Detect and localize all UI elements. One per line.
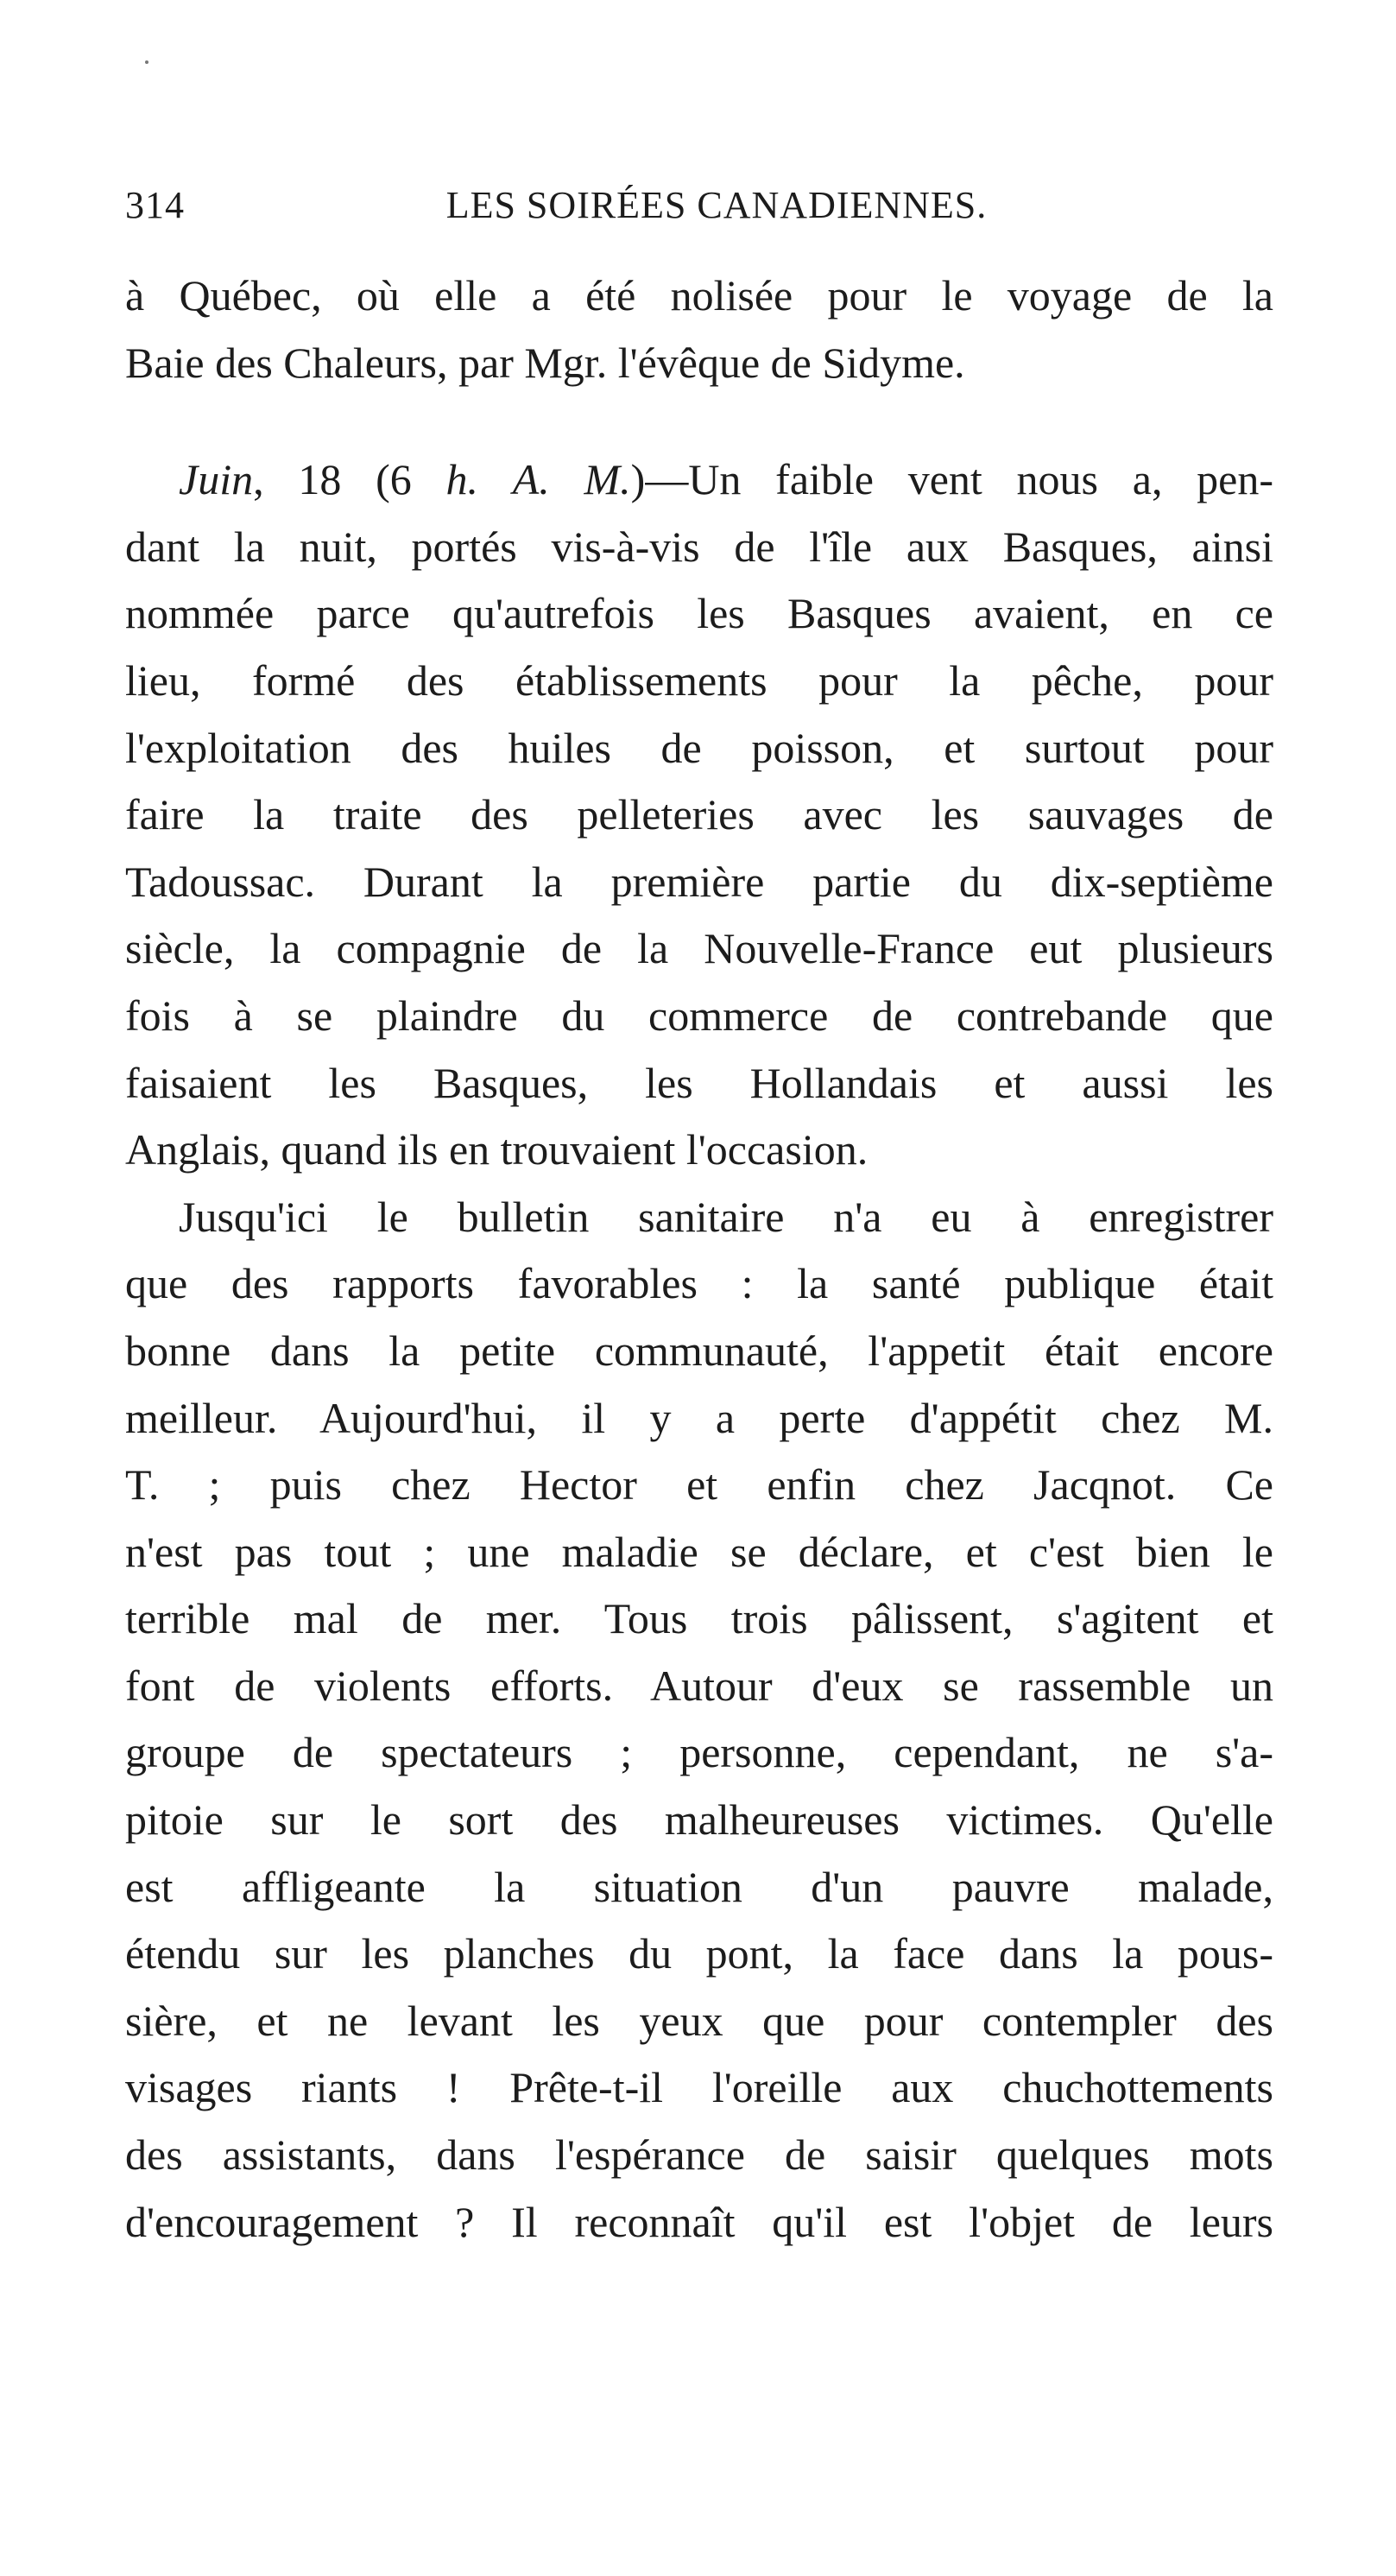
text-line: sière, et ne levant les yeux que pour contempler des <box>125 1996 1273 2045</box>
text-line: siècle, la compagnie de la Nouvelle-France eut plusieurs <box>125 924 1273 973</box>
text-line: lieu, formé des établissements pour la pêche, pour <box>125 655 1273 705</box>
text-line: dant la nuit, portés vis-à-vis de l'île aux Basques, ainsi <box>125 522 1273 571</box>
page-number: 314 <box>125 184 185 226</box>
paragraph <box>125 446 1273 1184</box>
running-title: LES SOIRÉES CANADIENNES. <box>445 184 988 226</box>
text-line: Baie des Chaleurs, par Mgr. l'évêque de Sidyme. <box>125 338 965 387</box>
body-text <box>125 263 1273 2256</box>
date-label: Juin <box>179 455 254 504</box>
text-line: d'encouragement ? Il reconnaît qu'il est l'objet de leurs <box>125 2197 1273 2246</box>
text-line: que des rapports favorables : la santé publique était <box>125 1259 1273 1308</box>
text-line: fois à se plaindre du commerce de contrebande que <box>125 991 1273 1040</box>
text-line: étendu sur les planches du pont, la face dans la pous- <box>125 1929 1273 1978</box>
text-line: bonne dans la petite communauté, l'appetit était encore <box>125 1326 1273 1375</box>
text-line: terrible mal de mer. Tous trois pâlissent, s'agitent et <box>125 1594 1273 1643</box>
text-line: est affligeante la situation d'un pauvre malade, <box>125 1862 1273 1911</box>
text-line: à Québec, où elle a été nolisée pour le voyage de la <box>125 271 1273 320</box>
text-line: Juin, 18 (6 h. A. M.)—Un faible vent nous a, pen- <box>179 455 1273 504</box>
text-line: font de violents efforts. Autour d'eux se rassemble un <box>125 1661 1273 1710</box>
text-line: des assistants, dans l'espérance de saisir quelques mots <box>125 2130 1273 2180</box>
text-line: Jusqu'ici le bulletin sanitaire n'a eu à enregistrer <box>179 1192 1273 1241</box>
text-line: n'est pas tout ; une maladie se déclare, et c'est bien le <box>125 1527 1273 1576</box>
print-speck <box>145 60 148 64</box>
text-line: T. ; puis chez Hector et enfin chez Jacqnot. Ce <box>125 1460 1273 1510</box>
text-line: pitoie sur le sort des malheureuses victimes. Qu'elle <box>125 1795 1273 1845</box>
paragraph <box>125 263 1273 396</box>
text-line: Tadoussac. Durant la première partie du dix-septième <box>125 857 1273 906</box>
paragraph <box>125 1184 1273 2256</box>
text-line: l'exploitation des huiles de poisson, et surtout pour <box>125 723 1273 772</box>
text-line: visages riants ! Prête-t-il l'oreille aux chuchottements <box>125 2063 1273 2112</box>
text-line: groupe de spectateurs ; personne, cependant, ne s'a- <box>125 1728 1273 1777</box>
text-line: faisaient les Basques, les Hollandais et aussi les <box>125 1058 1273 1107</box>
text-line: Anglais, quand ils en trouvaient l'occasion. <box>125 1125 869 1174</box>
text-line: meilleur. Aujourd'hui, il y a perte d'appétit chez M. <box>125 1393 1273 1442</box>
text-line: nommée parce qu'autrefois les Basques avaient, en ce <box>125 589 1273 638</box>
text-line: faire la traite des pelleteries avec les sauvages de <box>125 790 1273 839</box>
page-header <box>125 183 1273 235</box>
